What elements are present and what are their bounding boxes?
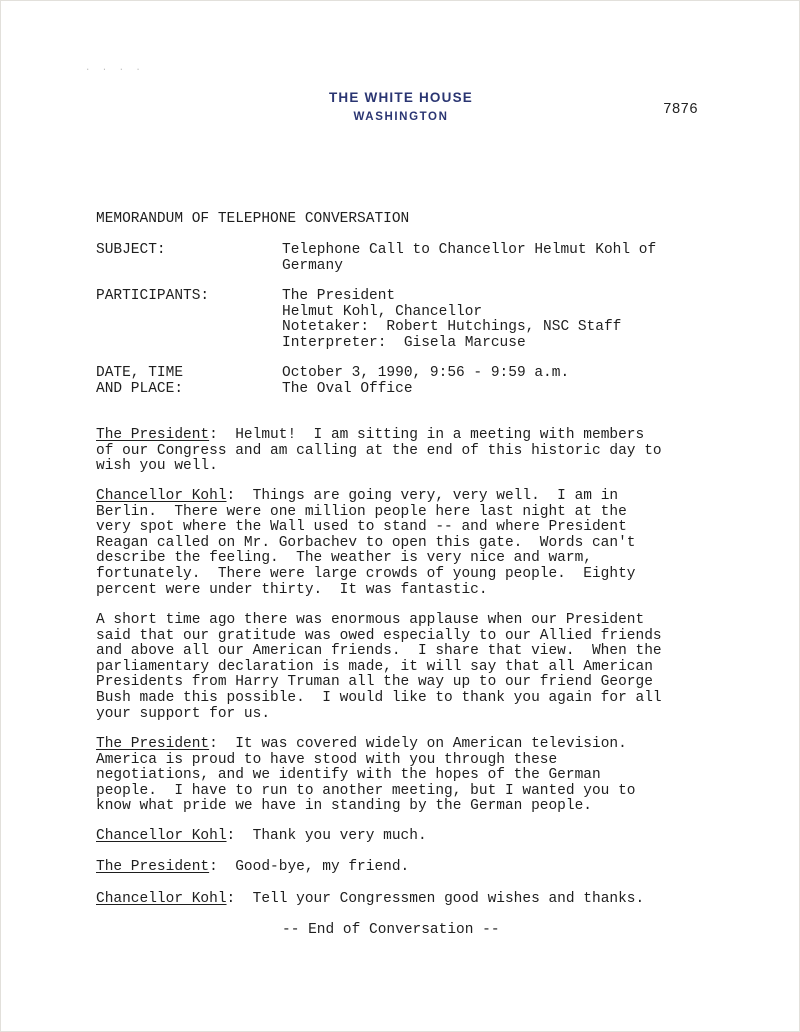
- conversation-paragraph: [96, 737, 716, 815]
- paragraph-text: : Things are going very, very well. I am in Berlin. There were one million people here last night at the very spot where the Wall used to stand -- and where President Reagan called on Mr. Gorbachev to open this gate. Words can't describe the feeling. The weather is very nice and warm, fortunately. There were large crowds of young people. Eighty percent were under thirty. It was fantastic.: [96, 488, 636, 598]
- speaker-name: Chancellor Kohl: [96, 488, 227, 504]
- participants-value: The President Helmut Kohl, Chancellor Notetaker: Robert Hutchings, NSC Staff Interpreter: Gisela Marcuse: [282, 288, 622, 351]
- paragraph-text: : Helmut! I am sitting in a meeting with members of our Congress and am calling at the end of this historic day to wish you well.: [96, 427, 662, 475]
- scan-specks: . . . .: [85, 63, 144, 73]
- paragraph-text: : Tell your Congressmen good wishes and thanks.: [226, 891, 645, 907]
- speaker-name: The President: [96, 427, 210, 443]
- subject-value: Telephone Call to Chancellor Helmut Kohl of Germany: [282, 242, 657, 274]
- conversation-paragraph: [96, 829, 716, 845]
- speaker-name: Chancellor Kohl: [96, 828, 227, 844]
- participants-label: PARTICIPANTS:: [96, 288, 210, 304]
- date-place-value: October 3, 1990, 9:56 - 9:59 a.m. The Oval Office: [282, 365, 570, 397]
- paragraph-text: A short time ago there was enormous applause when our President said that our gratitude was owed especially to our Allied friends and above all our American friends. I share that view. When the parliamentary declaration is made, it will say that all American Presidents from Harry Truman all the way up to our friend George Bush made this possible. I would like to thank you again for all your support for us.: [96, 612, 662, 722]
- document-number: 7876: [663, 102, 698, 118]
- memo-title: MEMORANDUM OF TELEPHONE CONVERSATION: [96, 211, 410, 227]
- date-place-label: DATE, TIME AND PLACE:: [96, 365, 184, 397]
- paragraph-text: : It was covered widely on American television. America is proud to have stood with you through these negotiations, and we identify with the hopes of the German people. I have to run to another meeting, but I wanted you to know what pride we have in standing by the German people.: [96, 736, 636, 815]
- subject-label: SUBJECT:: [96, 242, 166, 258]
- conversation-paragraph: [96, 613, 716, 722]
- paragraph-text: : Thank you very much.: [226, 828, 427, 844]
- conversation-paragraph: [96, 489, 716, 598]
- letterhead-title: THE WHITE HOUSE: [328, 90, 473, 105]
- conversation-paragraph: [96, 860, 716, 876]
- speaker-name: The President: [96, 859, 210, 875]
- speaker-name: The President: [96, 736, 210, 752]
- speaker-name: Chancellor Kohl: [96, 891, 227, 907]
- end-of-conversation: -- End of Conversation --: [282, 922, 500, 938]
- letterhead-subtitle: WASHINGTON: [353, 111, 449, 123]
- paragraph-text: : Good-bye, my friend.: [209, 859, 410, 875]
- conversation-paragraph: [96, 428, 716, 475]
- conversation-paragraph: [96, 892, 716, 908]
